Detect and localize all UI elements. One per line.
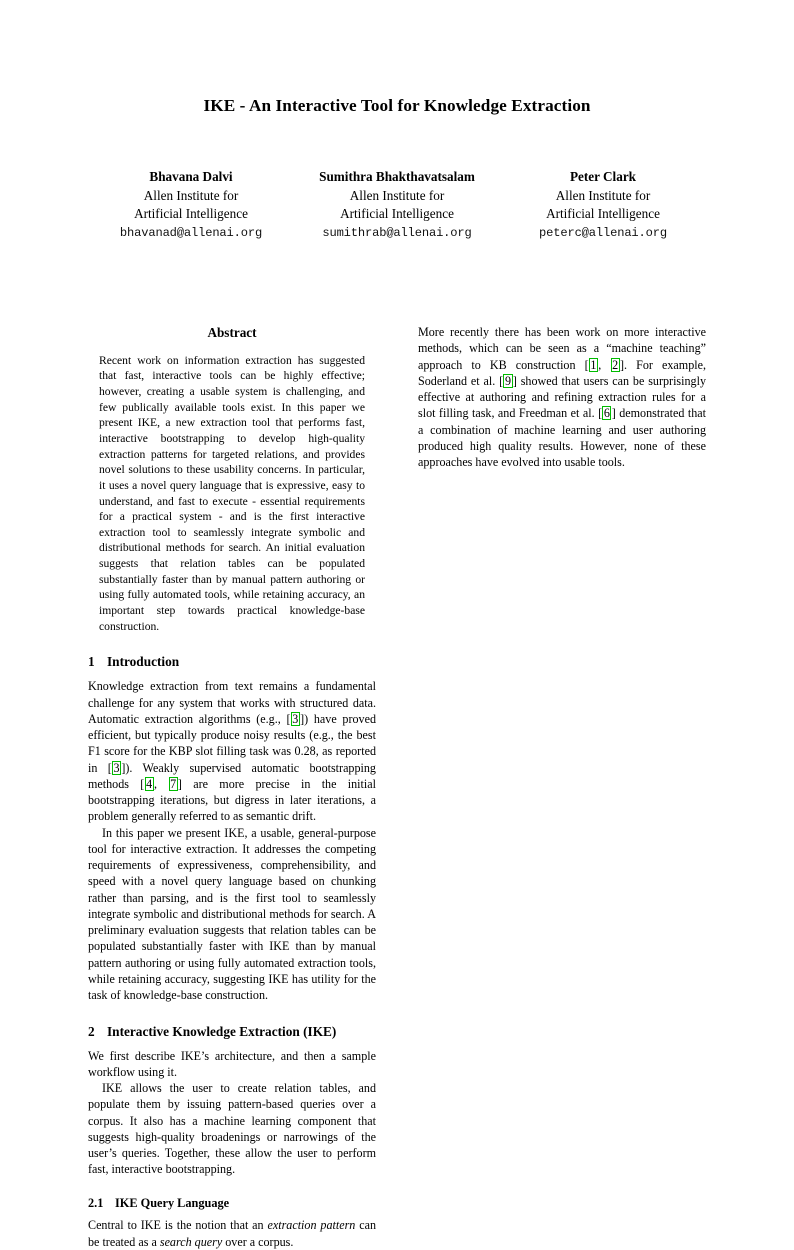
emphasis-text: search query [159, 1234, 223, 1249]
citation-link[interactable]: 6 [603, 406, 610, 421]
text-run: Central to IKE is the notion that an [88, 1218, 268, 1233]
title-block [0, 96, 794, 117]
paragraph: IKE allows the user to create relation tables, and populate them by issuing pattern-based queries over a corpus. It also has a machine learning component that suggests high-quality broadenings or narrowings of the user’s queries. Together, these allow the user to perform fast, interactive bootstrapping. [88, 1081, 376, 1177]
citation-link[interactable]: 3 [113, 760, 120, 775]
text-run: ]. For example, Soderland et al. [ [418, 357, 706, 388]
abstract-text: Recent work on information extraction has suggested that fast, interactive tools can be highly effective; however, creating a usable system is challenging, and few publically available tools exist. In this paper we present IKE, a new extraction tool that performs fast, interactive bootstrapping to develop high-quality extraction patterns for targeted relations, and provides novel solutions to these usability concerns. In particular, it uses a novel query language that is expressive, easy to understand, and fast to execute - essential requirements for a practical system - and is the first interactive extraction tool to seamlessly integrate symbolic and distributional methods for search. An initial evaluation suggests that relation tables can be populated substantially faster than by manual pattern authoring or using fully automated tools, while retaining accuracy, an important step towards practical knowledge-base construction. [99, 353, 365, 633]
body-columns [88, 324, 706, 1249]
author-affiliation-line: Allen Institute for [143, 188, 239, 204]
citation-link[interactable]: 7 [170, 776, 177, 791]
section-title: Interactive Knowledge Extraction (IKE) [107, 1023, 337, 1039]
right-column [418, 324, 706, 964]
left-column [88, 324, 376, 1249]
section-title: Introduction [107, 654, 180, 670]
subsection-heading-ike-query-language [88, 1196, 376, 1211]
author-email[interactable]: bhavanad@allenai.org [119, 226, 263, 241]
author-affiliation-line: Allen Institute for [555, 188, 651, 204]
page-title: IKE - An Interactive Tool for Knowledge Extraction [203, 96, 591, 115]
author-affiliation-line: Allen Institute for [349, 188, 445, 204]
text-run: ]) have proved efficient, but typically produce noisy results (e.g., the best F1 score for the KBP slot filling task was 0.28, as reported in [ [88, 711, 376, 775]
paragraph [88, 1217, 376, 1250]
text-run: over a corpus. [222, 1234, 294, 1249]
text-run: Knowledge extraction from text remains a fundamental challenge for any system that works with structured data. Automatic extraction algorithms (e.g., [ [88, 679, 376, 726]
author-entry [500, 168, 706, 242]
text-run: ]). Weakly supervised automatic bootstrapping methods [ [88, 760, 376, 791]
section-number: 1 [88, 654, 95, 670]
text-run: ] demonstrated that a combination of machine learning and user authoring produced high quality results. However, none of these approaches have evolved into usable tools. [418, 406, 706, 470]
author-affiliation-line: Artificial Intelligence [340, 206, 454, 222]
text-run: ] are more precise in the initial bootstrapping iterations, but digress in later iterations, a problem generally referred to as semantic drift. [88, 776, 376, 824]
text-run: More recently there has been work on more interactive methods, which can be seen as a “machine teaching” approach to KB construction [ [418, 325, 706, 372]
citation-link[interactable]: 2 [612, 357, 619, 372]
author-affiliation-line: Artificial Intelligence [134, 206, 248, 222]
section-heading-introduction [88, 654, 376, 670]
author-name: Sumithra Bhakthavatsalam [319, 169, 475, 184]
subsection-title: IKE Query Language [115, 1195, 230, 1210]
author-email[interactable]: sumithrab@allenai.org [322, 226, 472, 241]
emphasis-text: extraction pattern [267, 1218, 356, 1233]
subsection-number: 2.1 [88, 1195, 104, 1210]
citation-link[interactable]: 3 [292, 711, 299, 726]
section-number: 2 [88, 1023, 95, 1039]
text-run: ] showed that users can be surprisingly effective at authoring and refining extraction rules for a slot filling task, and Freedman et al. [ [418, 373, 706, 421]
paragraph [88, 678, 376, 824]
citation-link[interactable]: 1 [590, 357, 597, 372]
author-affiliation-line: Artificial Intelligence [546, 206, 660, 222]
authors-block [88, 168, 706, 242]
author-email[interactable]: peterc@allenai.org [539, 226, 667, 241]
citation-link[interactable]: 9 [504, 373, 512, 388]
author-entry [88, 168, 294, 242]
author-name: Peter Clark [569, 169, 637, 184]
paragraph: In this paper we present IKE, a usable, general-purpose tool for interactive extraction. It addresses the competing requirements of expressiveness, comprehensibility, and speed with a novel query language based on chunking rather than parsing, and is the first tool to seamlessly integrate symbolic and distributional methods for search. A preliminary evaluation suggests that relation tables can be populated substantially faster with IKE than by manual pattern authoring or using fully automated extraction tools, while retaining accuracy, suggesting IKE has utility for the task of knowledge-base construction. [88, 825, 376, 1003]
citation-separator: , [153, 776, 157, 791]
citation-separator: , [598, 357, 602, 372]
author-name: Bhavana Dalvi [149, 169, 233, 184]
paragraph: We first describe IKE’s architecture, and then a sample workflow using it. [88, 1048, 376, 1079]
abstract-section [88, 324, 376, 634]
citation-link[interactable]: 4 [146, 776, 153, 791]
abstract-heading: Abstract [207, 325, 257, 340]
author-entry [294, 168, 500, 242]
paragraph [418, 324, 706, 470]
text-run: can be treated as a [88, 1218, 376, 1249]
section-heading-interactive-knowledge-extraction [88, 1024, 376, 1040]
